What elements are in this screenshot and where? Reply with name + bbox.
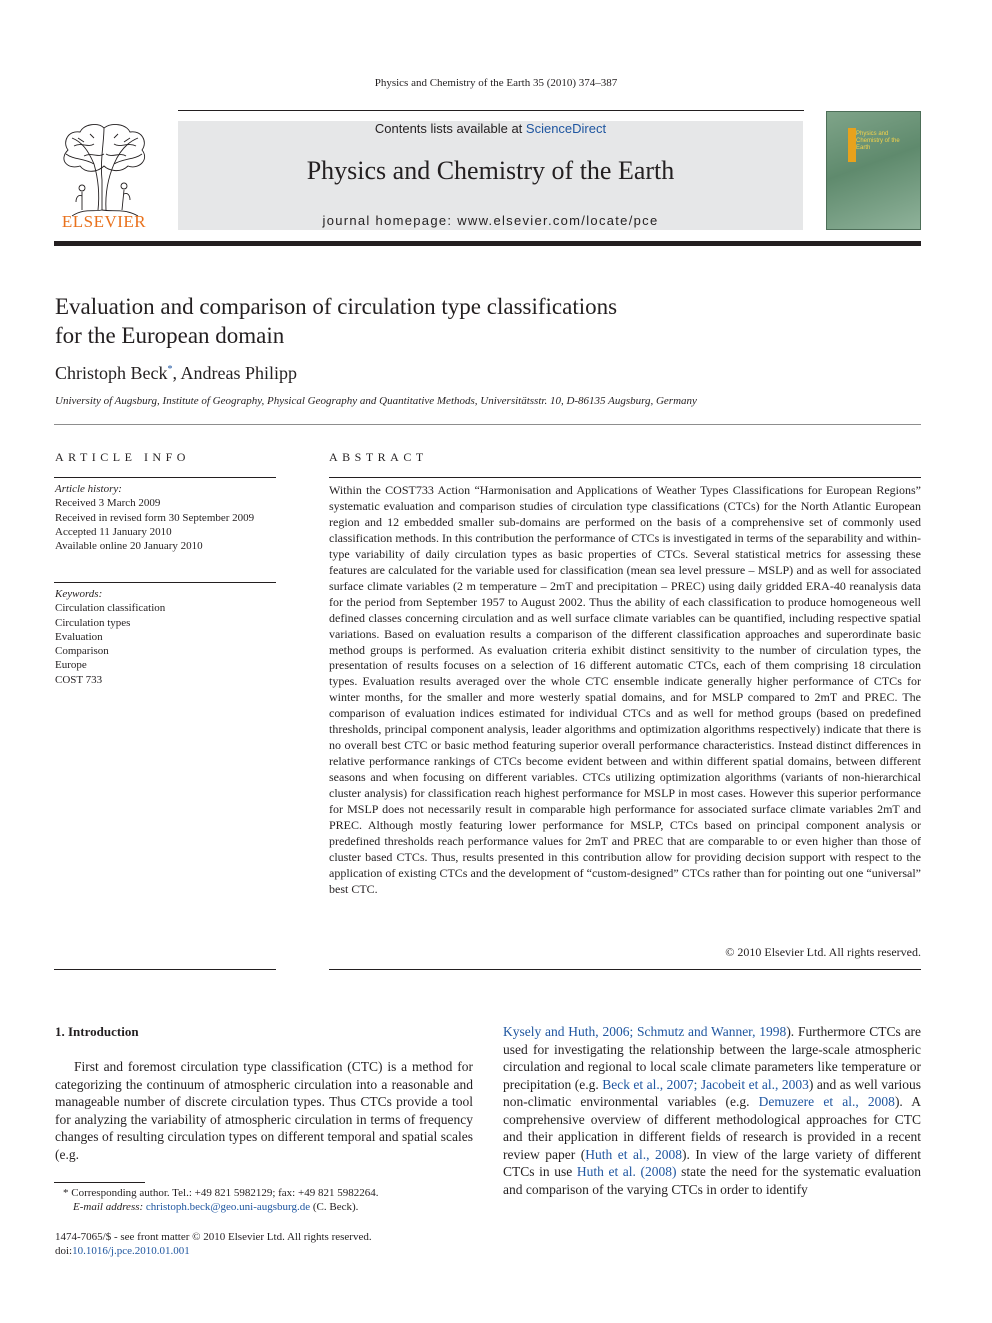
intro-text: ). A comprehensive overview of different methodological approaches for CTC and their application in different fields of research is provided in a recent review paper (: [503, 1094, 921, 1162]
keyword-item: Europe: [55, 659, 87, 672]
history-accepted: Accepted 11 January 2010: [55, 525, 172, 538]
keyword-item: Evaluation: [55, 630, 103, 643]
author-beck: Christoph Beck: [55, 363, 168, 383]
footnote-email: [73, 1201, 358, 1213]
doi-prefix: doi:: [55, 1245, 73, 1257]
intro-right-column: [503, 1023, 921, 1198]
keywords: [55, 587, 275, 687]
journal-cover-image: [826, 111, 921, 230]
footnote-mark: *: [63, 1187, 69, 1199]
keywords-label: Keywords:: [55, 588, 103, 600]
article-info-heading: ARTICLE INFO: [55, 450, 190, 464]
contents-line: [178, 121, 803, 136]
email-link[interactable]: christoph.beck@geo.uni-augsburg.de: [145, 1201, 311, 1213]
article-title: [55, 292, 775, 350]
article-history: [55, 482, 275, 553]
info-rule-c: [54, 969, 276, 970]
running-head: Physics and Chemistry of the Earth 35 (2010) 374–387: [374, 77, 618, 89]
history-received: Received 3 March 2009: [55, 497, 161, 510]
homepage-prefix: journal homepage:: [322, 213, 458, 228]
citation-link[interactable]: Demuzere et al., 2008: [758, 1094, 895, 1109]
header-thick-rule: [54, 241, 921, 246]
citation-link[interactable]: Huth et al., 2008: [585, 1146, 683, 1162]
info-top-rule: [54, 424, 921, 425]
citation-link[interactable]: Huth et al. (2008): [576, 1164, 677, 1179]
email-suffix: (C. Beck).: [310, 1201, 359, 1213]
history-online: Available online 20 January 2010: [55, 540, 203, 553]
author-separator: ,: [172, 363, 181, 383]
citation-link[interactable]: Kysely and Huth, 2006; Schmutz and Wanner, 1998: [503, 1024, 787, 1039]
cover-stripe: [848, 128, 856, 162]
elsevier-logo-text: ELSEVIER: [61, 212, 147, 231]
top-rule: [178, 110, 804, 111]
abstract-rule-c: [329, 969, 921, 970]
sciencedirect-link[interactable]: ScienceDirect: [525, 121, 607, 136]
footnote-text: Corresponding author. Tel.: +49 821 5982129; fax: +49 821 5982264.: [68, 1187, 379, 1199]
abstract-text: Within the COST733 Action “Harmonisation and Applications of Weather Types Classifications for European Regions” systematic evaluation and comparison studies of circulation type classifications (CTCs) for the North Atlantic European region and 12 embedded smaller sub-domains are performed on the basis of a comprehensive set of commonly used classification methods. In this contribution the performance of CTCs is investigated in terms of the separability and within-type variability of daily circulation types as basic properties of CTCs. Several statistical metrics for assessing these features are calculated for the variable used for classification (mean sea level pressure – MSLP) and as well for associated surface climate variables (2 m temperature – 2mT and precipitation – PREC) using daily gridded ERA-40 reanalysis data for the period from September 1957 to August 2002. Thus the ability of each classification to produce homogeneous well defined classes concerning circulation and as well surface climate variables can be quantified, including respective spatial variations. Based on evaluation results a comparison of the different classification approaches and superordinate basic method groups is performed. As evaluation criteria exhibit distinct sensitivity to the number of circulation types, the presentation of results focuses on a selection of 16 different automatic CTCs, each of them comprising 18 circulation types. Evaluation results averaged over the whole CTC ensemble indicate generally higher performance of CTCs for winter months, for the smaller and more westerly spatial domains, and for MSLP compared to 2mT and PREC. The comparison of evaluation indices estimated for individual CTCs and as well for method groups (based on predefined thresholds, principal component analysis, leader algorithms and optimization algorithms respectively) indicate that there is no overall best CTC or basic method featuring superior overall performance characteristics. Instead distinct differences in relative performance rankings of CTCs become evident between and within different spatial domains, between different seasons and when focusing on different variables. CTCs utilizing optimization algorithms (variants of non-hierarchical cluster analysis) for classification reach highest performance for MSLP in most cases. However this superior performance for MSLP does not necessarily result in comparable high performance for associated surface climate variables 2mT and PREC. Although mostly featuring lower performance for MSLP, CTCs based on principal component analysis or predefined thresholds reach performance values for 2mT and PREC that are comparable to or even higher than those of cluster based CTCs. Thus, results presented in this contribution allow for providing decision support with respect to the application of existing CTCs and the development of “custom-designed” CTCs rather than for pointing out one “universal” best CTC.: [329, 483, 921, 896]
abstract-heading: ABSTRACT: [329, 450, 428, 464]
journal-title: Physics and Chemistry of the Earth: [306, 156, 675, 185]
article-title-line-2: for the European domain: [55, 323, 285, 348]
abstract-copyright: © 2010 Elsevier Ltd. All rights reserved.: [725, 945, 921, 959]
abstract-rule-a: [329, 477, 921, 478]
cover-title-text: Physics and Chemistry of the Earth: [856, 131, 900, 151]
info-rule-b: [54, 582, 276, 583]
corresponding-author-mark[interactable]: *: [167, 364, 173, 375]
author-philipp: Andreas Philipp: [180, 363, 298, 383]
issn-line: 1474-7065/$ - see front matter © 2010 Elsevier Ltd. All rights reserved.: [55, 1231, 372, 1243]
homepage-url-link[interactable]: www.elsevier.com/locate/pce: [457, 213, 659, 228]
authors: [55, 363, 297, 384]
affiliation: University of Augsburg, Institute of Geography, Physical Geography and Quantitative Methods, Universitätsstr. 10, D-86135 Augsburg, Germany: [55, 395, 697, 407]
doi-link[interactable]: 10.1016/j.pce.2010.01.001: [72, 1245, 190, 1257]
intro-text: ) and as well various non-climatic environmental variables (e.g.: [503, 1076, 922, 1109]
history-revised: Received in revised form 30 September 2009: [55, 511, 255, 524]
info-rule-a: [54, 477, 276, 478]
footnote-corresponding: [63, 1187, 378, 1199]
keyword-item: COST 733: [55, 673, 103, 686]
introduction-heading: 1. Introduction: [55, 1024, 139, 1039]
intro-left-column: First and foremost circulation type classification (CTC) is a method for categorizing the continuum of atmospheric circulation into a reasonable and manageable number of discrete circulation types. Thus CTCs provide a tool for analyzing the variability of atmospheric circulation in terms of frequency changes of resulting circulation types on different temporal and spatial scales (e.g.: [55, 1059, 473, 1162]
keyword-item: Circulation types: [55, 616, 131, 629]
intro-text: ). Furthermore CTCs are used for investigating the relationship between the large-scale atmospheric circulation and regional to local scale climate parameters like temperature or precipitation (e.g.: [503, 1024, 921, 1092]
article-title-line-1: Evaluation and comparison of circulation type classifications: [55, 294, 618, 319]
contents-prefix: Contents lists available at: [374, 121, 526, 136]
citation-link[interactable]: Beck et al., 2007; Jacobeit et al., 2003: [602, 1076, 809, 1092]
keyword-item: Circulation classification: [55, 602, 166, 615]
journal-homepage: [178, 213, 803, 228]
keyword-item: Comparison: [55, 645, 109, 658]
footnote-rule: [54, 1182, 145, 1183]
history-label: Article history:: [55, 483, 122, 495]
doi-line: [55, 1245, 190, 1257]
intro-text: state the need for the systematic evaluation and comparison of the varying CTCs in order to identify: [503, 1164, 921, 1197]
email-label: E-mail address:: [73, 1201, 146, 1213]
intro-text: ). In view of the large variety of different CTCs in use: [503, 1146, 921, 1179]
